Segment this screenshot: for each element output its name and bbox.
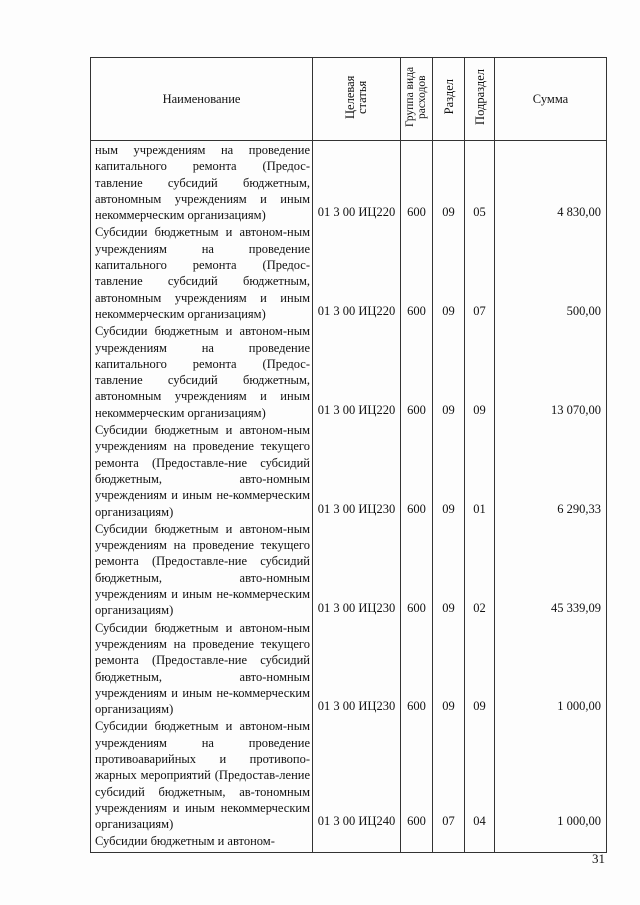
row-name: Субсидии бюджетным и автоном-ным учреждениям на проведение текущего ремонта (Предоставле-ние субсидий бюджетным, авто-номным учреждениям и иным не-коммерческим организациям) bbox=[91, 421, 313, 520]
row-subsection: 09 bbox=[465, 322, 495, 421]
row-code: 01 3 00 ИЦ240 bbox=[313, 717, 401, 832]
row-sum: 13 070,00 bbox=[495, 322, 607, 421]
row-sum: 500,00 bbox=[495, 223, 607, 322]
row-group: 600 bbox=[401, 223, 433, 322]
row-group: 600 bbox=[401, 619, 433, 718]
row-sum: 45 339,09 bbox=[495, 520, 607, 619]
row-subsection: 04 bbox=[465, 717, 495, 832]
header-sum: Сумма bbox=[495, 58, 607, 141]
table-row bbox=[91, 322, 607, 421]
row-name: Субсидии бюджетным и автоном-ным учреждениям на проведение противоаварийных и противопо-жарных мероприятий (Предостав-ление субсидий бюджетным, ав-тономным учреждениям и иным некоммерческим организациям) bbox=[91, 717, 313, 832]
header-expense-group: Группа вида расходов bbox=[401, 58, 433, 141]
row-code: 01 3 00 ИЦ220 bbox=[313, 322, 401, 421]
header-section: Раздел bbox=[433, 58, 465, 141]
row-sum: 6 290,33 bbox=[495, 421, 607, 520]
row-section: 09 bbox=[433, 619, 465, 718]
table-row bbox=[91, 520, 607, 619]
header-name: Наименование bbox=[91, 58, 313, 141]
row-section: 07 bbox=[433, 717, 465, 832]
row-name: Субсидии бюджетным и автоном- bbox=[91, 832, 313, 852]
row-code: 01 3 00 ИЦ220 bbox=[313, 141, 401, 224]
row-group: 600 bbox=[401, 141, 433, 224]
row-section: 09 bbox=[433, 421, 465, 520]
row-section: 09 bbox=[433, 141, 465, 224]
row-group: 600 bbox=[401, 520, 433, 619]
row-name: Субсидии бюджетным и автоном-ным учреждениям на проведение капитального ремонта (Предос-тавление субсидий бюджетным, автономным учреждениям и иным некоммерческим организациям) bbox=[91, 223, 313, 322]
table-row bbox=[91, 223, 607, 322]
row-code: 01 3 00 ИЦ230 bbox=[313, 520, 401, 619]
budget-table bbox=[90, 57, 607, 853]
row-section: 09 bbox=[433, 520, 465, 619]
row-subsection: 01 bbox=[465, 421, 495, 520]
row-name: Субсидии бюджетным и автоном-ным учреждениям на проведение капитального ремонта (Предос-тавление субсидий бюджетным, автономным учреждениям и иным некоммерческим организациям) bbox=[91, 322, 313, 421]
row-section: 09 bbox=[433, 223, 465, 322]
row-code: 01 3 00 ИЦ220 bbox=[313, 223, 401, 322]
table-row bbox=[91, 619, 607, 718]
row-sum: 1 000,00 bbox=[495, 619, 607, 718]
row-subsection: 02 bbox=[465, 520, 495, 619]
row-subsection: 09 bbox=[465, 619, 495, 718]
row-section: 09 bbox=[433, 322, 465, 421]
table-row-continued bbox=[91, 832, 607, 852]
row-code: 01 3 00 ИЦ230 bbox=[313, 619, 401, 718]
row-name: Субсидии бюджетным и автоном-ным учреждениям на проведение текущего ремонта (Предоставле-ние субсидий бюджетным, авто-номным учреждениям и иным не-коммерческим организациям) bbox=[91, 619, 313, 718]
row-group: 600 bbox=[401, 322, 433, 421]
page-number: 31 bbox=[592, 851, 605, 866]
row-group: 600 bbox=[401, 421, 433, 520]
header-subsection: Подраздел bbox=[465, 58, 495, 141]
table-row bbox=[91, 717, 607, 832]
row-sum: 1 000,00 bbox=[495, 717, 607, 832]
row-name: Субсидии бюджетным и автоном-ным учреждениям на проведение текущего ремонта (Предоставле-ние субсидий бюджетным, авто-номным учреждениям и иным не-коммерческим организациям) bbox=[91, 520, 313, 619]
table-row bbox=[91, 141, 607, 224]
table-row bbox=[91, 421, 607, 520]
row-sum: 4 830,00 bbox=[495, 141, 607, 224]
row-group: 600 bbox=[401, 717, 433, 832]
row-name: ным учреждениям на проведение капитального ремонта (Предос-тавление субсидий бюджетным, автономным учреждениям и иным некоммерческим организациям) bbox=[91, 141, 313, 224]
row-subsection: 05 bbox=[465, 141, 495, 224]
header-target-article: Целевая статья bbox=[313, 58, 401, 141]
row-subsection: 07 bbox=[465, 223, 495, 322]
row-code: 01 3 00 ИЦ230 bbox=[313, 421, 401, 520]
table-header-row bbox=[91, 58, 607, 141]
